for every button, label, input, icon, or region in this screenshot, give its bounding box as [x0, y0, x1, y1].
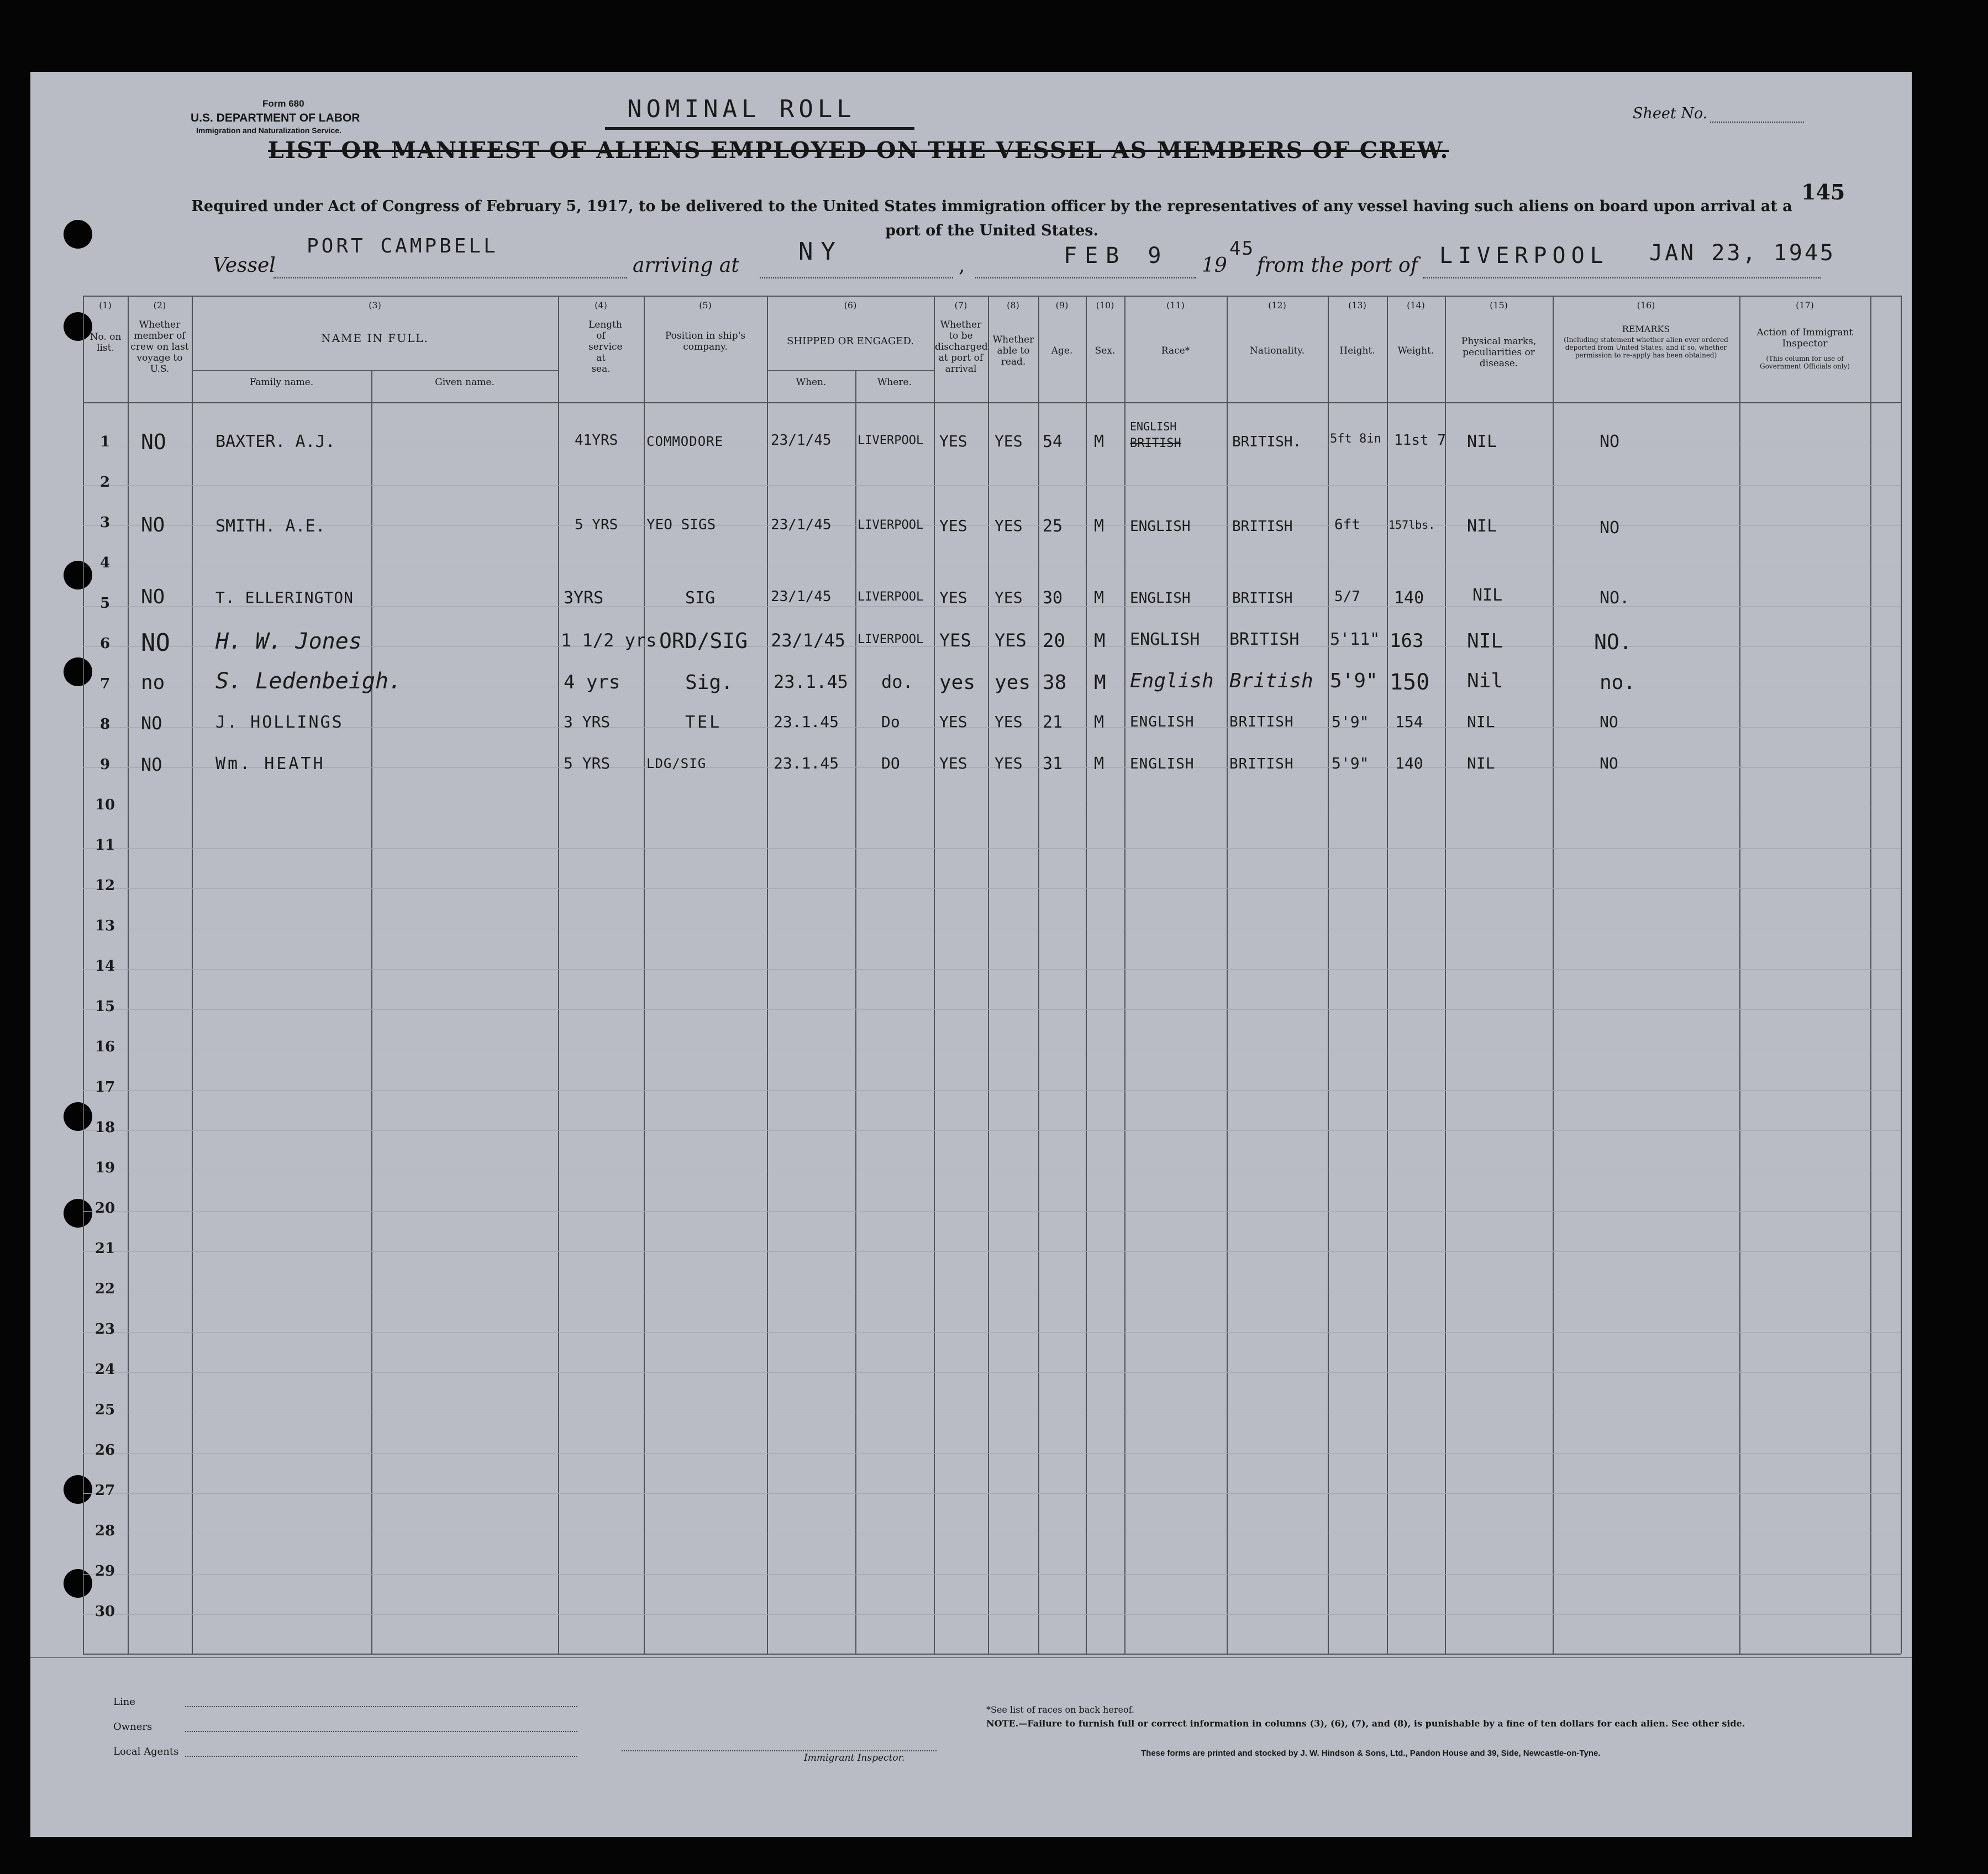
- row-rule: [83, 485, 1901, 486]
- col-divider: [83, 296, 84, 1654]
- row-number: 10: [94, 797, 115, 813]
- entry-remarks: no.: [1600, 671, 1636, 694]
- vessel-label: Vessel: [213, 254, 276, 277]
- col-header-nationality: Nationality.: [1249, 345, 1305, 356]
- col-divider: [128, 296, 129, 1654]
- entry-service: 1 1/2 yrs: [561, 630, 657, 651]
- col-divider: [855, 370, 856, 1654]
- entry-read: yes: [995, 671, 1031, 694]
- entry-sex: M: [1094, 432, 1105, 451]
- comma: ,: [959, 254, 965, 277]
- row-number: 6: [99, 635, 111, 652]
- colnum-16: (16): [1637, 300, 1655, 310]
- manifest-sheet: [30, 72, 1912, 1837]
- row-rule: [83, 1251, 1901, 1252]
- entry-when: 23/1/45: [771, 630, 845, 651]
- arriving-line: [760, 277, 953, 278]
- entry-family-name: BAXTER. A.J.: [215, 432, 335, 451]
- row-number: 30: [94, 1603, 115, 1620]
- row-number: 8: [99, 716, 111, 733]
- owners-label: Owners: [113, 1721, 152, 1733]
- entry-remarks: NO.: [1600, 588, 1630, 608]
- printer-note: These forms are printed and stocked by J. W. Hindson & Sons, Ltd., Pandon House and 39, Side, Newcastle-on-Tyne.: [1141, 1749, 1601, 1758]
- entry-when: 23/1/45: [771, 432, 832, 449]
- penalty-note: NOTE.—Failure to furnish full or correct information in columns (3), (6), (7), and (8), is punishable by a fine of ten dollars for each alien. See other side.: [986, 1718, 1745, 1729]
- entry-sex: M: [1094, 517, 1105, 536]
- entry-family-name: T. ELLERINGTON: [215, 588, 354, 607]
- col-divider: [767, 296, 768, 1654]
- row-number: 12: [94, 877, 115, 894]
- table-top-border: [83, 296, 1901, 297]
- row-number: 3: [99, 514, 111, 531]
- entry-race: ENGLISH: [1130, 518, 1191, 535]
- entry-sex: M: [1094, 630, 1106, 652]
- service-name: Immigration and Naturalization Service.: [196, 126, 341, 135]
- entry-when: 23.1.45: [774, 713, 839, 731]
- entry-marks: NIL: [1467, 754, 1495, 772]
- entry-discharge: yes: [939, 671, 976, 694]
- colnum-14: (14): [1407, 300, 1425, 310]
- row-rule: [83, 1130, 1901, 1131]
- entry-read: YES: [995, 517, 1023, 535]
- entry-discharge: YES: [939, 713, 967, 731]
- entry-nationality: BRITISH: [1232, 590, 1293, 607]
- col-divider: [192, 296, 193, 1654]
- col-header-race: Race*: [1161, 345, 1190, 356]
- entry-discharge: YES: [939, 517, 967, 535]
- row-number: 2: [99, 474, 111, 491]
- colnum-9: (9): [1055, 300, 1069, 310]
- row-number: 22: [94, 1281, 115, 1297]
- row-number: 13: [94, 918, 115, 934]
- row-rule: [83, 1372, 1901, 1373]
- row-rule: [83, 525, 1901, 526]
- entry-read: YES: [995, 754, 1023, 772]
- col-header-inspector-note: (This column for use of Government Officials only): [1760, 355, 1850, 370]
- entry-family-name: J. HOLLINGS: [215, 713, 344, 732]
- entry-position: YEO SIGS: [646, 517, 716, 533]
- entry-read: YES: [995, 588, 1023, 607]
- entry-service: 3YRS: [564, 588, 604, 608]
- entry-age: 30: [1043, 588, 1063, 608]
- col-divider: [371, 370, 372, 1654]
- entry-weight: 150: [1390, 670, 1430, 695]
- entry-race-struck: BRITISH: [1130, 436, 1181, 450]
- entry-nationality: BRITISH.: [1232, 434, 1302, 450]
- col-divider: [1739, 296, 1740, 1654]
- colnum-5: (5): [699, 300, 712, 310]
- inspector-label: Immigrant Inspector.: [804, 1752, 905, 1764]
- row-number: 4: [99, 555, 111, 571]
- colnum-17: (17): [1796, 300, 1814, 310]
- entry-service: 41YRS: [575, 432, 618, 449]
- entry-nationality: BRITISH: [1229, 756, 1294, 772]
- col-header-height: Height.: [1339, 345, 1375, 356]
- entry-marks: NIL: [1467, 630, 1503, 652]
- entry-discharge: YES: [939, 630, 971, 651]
- entry-nationality: British: [1229, 670, 1313, 692]
- col-divider: [558, 296, 559, 1654]
- col-divider: [1901, 296, 1902, 1654]
- col-header-inspector: Action of Immigrant Inspector: [1756, 327, 1853, 349]
- entry-where: Do: [881, 713, 900, 731]
- entry-position: ORD/SIG: [659, 629, 748, 653]
- sheet-number-line: [1710, 122, 1804, 123]
- entry-height: 5'9": [1330, 670, 1378, 692]
- colnum-12: (12): [1268, 300, 1286, 310]
- col-header-service: Length of service at sea.: [588, 319, 623, 375]
- entry-when: 23/1/45: [771, 588, 832, 605]
- date-line: [975, 277, 1196, 278]
- row-rule: [83, 1090, 1901, 1091]
- entry-service: 4 yrs: [564, 671, 620, 693]
- row-number: 5: [99, 595, 111, 612]
- row-number: 28: [94, 1523, 115, 1539]
- entry-family-name: Wm. HEATH: [215, 754, 325, 773]
- row-number: 9: [99, 756, 111, 773]
- entry-weight: 140: [1394, 588, 1424, 608]
- entry-weight: 157lbs.: [1389, 518, 1435, 531]
- entry-marks: Nil: [1467, 670, 1503, 692]
- entry-race: ENGLISH: [1130, 420, 1177, 433]
- shipped-subheader-rule: [767, 370, 934, 371]
- col-header-age: Age.: [1051, 345, 1073, 356]
- entry-where: LIVERPOOL: [858, 518, 924, 532]
- entry-prev: NO: [141, 713, 162, 734]
- col-header-remarks-note: (Including statement whether alien ever ordered deported from United States, and if so, whether permission to re-apply has been obtained): [1564, 336, 1728, 359]
- arrival-date: FEB 9: [1064, 243, 1169, 269]
- entry-when: 23.1.45: [774, 754, 839, 772]
- col-divider: [934, 296, 935, 1654]
- vessel-line: [274, 277, 627, 278]
- col-divider: [1038, 296, 1039, 1654]
- col-divider: [1387, 296, 1388, 1654]
- entry-weight: 11st 7: [1394, 432, 1446, 449]
- agents-label: Local Agents: [113, 1746, 179, 1757]
- row-rule: [83, 1453, 1901, 1454]
- line-field: [185, 1706, 577, 1707]
- col-header-shipped: SHIPPED OR ENGAGED.: [787, 335, 914, 347]
- requirement-text: Required under Act of Congress of February 5, 1917, to be delivered to the United States immigration officer by the representatives of any vessel having such aliens on board upon arrival at a port of the United States.: [191, 198, 1792, 239]
- colnum-4: (4): [595, 300, 607, 310]
- entry-discharge: YES: [939, 754, 967, 772]
- entry-height: 5/7: [1334, 588, 1360, 605]
- row-number: 25: [94, 1402, 115, 1418]
- entry-nationality: BRITISH: [1229, 630, 1300, 649]
- department-name: U.S. DEPARTMENT OF LABOR: [191, 112, 360, 124]
- port-line: [1423, 277, 1821, 278]
- col-divider: [1445, 296, 1446, 1654]
- entry-where: LIVERPOOL: [858, 434, 924, 448]
- colnum-11: (11): [1166, 300, 1185, 310]
- row-number: 7: [99, 676, 111, 692]
- row-number: 14: [94, 958, 115, 975]
- entry-where: LIVERPOOL: [858, 590, 924, 604]
- header-bottom-border: [83, 402, 1901, 403]
- row-number: 15: [94, 998, 115, 1015]
- sheet-label: Sheet No.: [1633, 105, 1708, 122]
- col-header-given: Given name.: [435, 377, 495, 388]
- entry-marks: NIL: [1467, 713, 1495, 731]
- departure-port: LIVERPOOL: [1439, 243, 1609, 269]
- entry-read: YES: [995, 630, 1027, 651]
- handwritten-title: NOMINAL ROLL: [627, 95, 856, 123]
- colnum-1: (1): [99, 300, 112, 310]
- col-divider: [1124, 296, 1126, 1654]
- title-underline: [605, 127, 914, 130]
- colnum-6: (6): [844, 300, 857, 310]
- entry-remarks: NO: [1600, 754, 1618, 772]
- entry-sex: M: [1094, 713, 1105, 732]
- entry-sex: M: [1094, 588, 1105, 608]
- row-number: 20: [94, 1200, 115, 1217]
- entry-age: 38: [1043, 671, 1067, 694]
- col-header-no: No. on list.: [90, 331, 122, 354]
- colnum-10: (10): [1096, 300, 1114, 310]
- entry-nationality: BRITISH: [1229, 714, 1294, 730]
- entry-race: ENGLISH: [1130, 714, 1195, 730]
- year-label: 19: [1202, 254, 1227, 277]
- row-rule: [83, 1332, 1901, 1333]
- row-number: 24: [94, 1361, 115, 1378]
- entry-where: DO: [881, 754, 900, 772]
- entry-service: 5 YRS: [575, 517, 618, 533]
- row-number: 19: [94, 1160, 115, 1176]
- departure-date: JAN 23, 1945: [1649, 240, 1836, 266]
- entry-prev: NO: [141, 514, 165, 536]
- entry-position: Sig.: [685, 671, 733, 694]
- entry-race: ENGLISH: [1130, 630, 1200, 649]
- entry-remarks: NO: [1600, 432, 1620, 451]
- col-divider: [644, 296, 645, 1654]
- row-rule: [83, 1493, 1901, 1494]
- entry-service: 3 YRS: [564, 713, 611, 731]
- row-rule: [83, 969, 1901, 970]
- entry-marks: NIL: [1472, 586, 1503, 605]
- entry-position: COMMODORE: [646, 434, 724, 449]
- entry-read: YES: [995, 713, 1023, 731]
- col-header-sex: Sex.: [1095, 345, 1116, 356]
- row-number: 27: [94, 1482, 115, 1499]
- entry-when: 23.1.45: [774, 671, 848, 692]
- col-header-previous: Whether member of crew on last voyage to U.S.: [130, 319, 189, 375]
- entry-read: YES: [995, 432, 1023, 450]
- colnum-2: (2): [153, 300, 166, 310]
- row-rule: [83, 888, 1901, 889]
- arriving-port: NY: [798, 238, 843, 266]
- entry-where: LIVERPOOL: [858, 633, 924, 646]
- entry-weight: 163: [1390, 630, 1424, 652]
- entry-age: 31: [1043, 754, 1063, 773]
- row-number: 26: [94, 1442, 115, 1459]
- col-header-position: Position in ship's company.: [665, 330, 746, 352]
- col-header-remarks: REMARKS: [1622, 324, 1670, 334]
- col-divider: [1870, 296, 1871, 1654]
- vessel-name: PORT CAMPBELL: [307, 235, 498, 257]
- entry-when: 23/1/45: [771, 517, 832, 533]
- entry-age: 20: [1043, 630, 1065, 652]
- entry-height: 5ft 8in: [1330, 432, 1381, 446]
- printed-title: LIST OR MANIFEST OF ALIENS EMPLOYED ON THE VESSEL AS MEMBERS OF CREW.: [268, 137, 1449, 164]
- entry-family-name: H. W. Jones: [215, 629, 362, 654]
- entry-remarks: NO: [1600, 713, 1618, 731]
- col-divider: [988, 296, 989, 1654]
- entry-race: ENGLISH: [1130, 756, 1195, 772]
- name-subheader-rule: [192, 370, 558, 371]
- col-divider: [1227, 296, 1228, 1654]
- row-rule: [83, 1574, 1901, 1575]
- colnum-3: (3): [369, 300, 381, 310]
- col-header-family: Family name.: [249, 377, 314, 388]
- row-number: 16: [94, 1039, 115, 1055]
- col-header-discharge: Whether to be discharged at port of arrival: [935, 319, 988, 375]
- entry-service: 5 YRS: [564, 754, 611, 772]
- entry-age: 25: [1043, 517, 1063, 536]
- col-header-where: Where.: [877, 377, 912, 388]
- row-number: 29: [94, 1563, 115, 1580]
- entry-prev: NO: [141, 586, 165, 608]
- entry-height: 5'9": [1332, 754, 1369, 772]
- entry-height: 5'9": [1332, 713, 1369, 731]
- entry-family-name: S. Ledenbeigh.: [215, 668, 402, 694]
- entry-prev: no: [141, 671, 165, 694]
- row-number: 17: [94, 1079, 115, 1096]
- entry-discharge: YES: [939, 432, 967, 450]
- col-header-name: NAME IN FULL.: [321, 331, 429, 345]
- entry-discharge: YES: [939, 588, 967, 607]
- row-rule: [83, 727, 1901, 728]
- entry-where: do.: [881, 671, 913, 692]
- entry-race: English: [1130, 670, 1214, 692]
- row-number: 21: [94, 1240, 115, 1257]
- owners-field: [185, 1731, 577, 1732]
- entry-position: LDG/SIG: [646, 756, 707, 771]
- col-header-read: Whether able to read.: [992, 334, 1034, 367]
- punch-hole: [64, 220, 92, 249]
- entry-remarks: NO.: [1594, 630, 1632, 654]
- agents-field: [185, 1756, 577, 1757]
- entry-sex: M: [1094, 754, 1105, 773]
- col-divider: [1328, 296, 1329, 1654]
- row-number: 18: [94, 1119, 115, 1136]
- inspector-signature-line: [622, 1750, 937, 1751]
- entry-age: 21: [1043, 713, 1063, 732]
- entry-height: 5'11": [1330, 630, 1380, 649]
- entry-prev: NO: [141, 629, 170, 657]
- entry-weight: 154: [1395, 713, 1423, 731]
- port-label: from the port of: [1257, 254, 1418, 277]
- arrival-year: 45: [1229, 238, 1254, 260]
- colnum-8: (8): [1007, 300, 1019, 310]
- entry-position: SIG: [685, 588, 716, 608]
- row-number: 23: [94, 1321, 115, 1338]
- entry-height: 6ft: [1334, 517, 1360, 533]
- entry-age: 54: [1043, 432, 1063, 451]
- col-divider: [1086, 296, 1087, 1654]
- colnum-7: (7): [954, 300, 967, 310]
- entry-position: TEL: [685, 713, 722, 732]
- entry-prev: NO: [141, 430, 166, 454]
- col-header-marks: Physical marks, peculiarities or disease.: [1461, 336, 1537, 369]
- race-note: *See list of races on back hereof.: [986, 1704, 1135, 1715]
- col-divider: [1553, 296, 1554, 1654]
- line-label: Line: [113, 1696, 135, 1708]
- row-number: 11: [94, 837, 115, 854]
- row-rule: [83, 1211, 1901, 1212]
- entry-sex: M: [1094, 671, 1106, 694]
- entry-nationality: BRITISH: [1232, 518, 1293, 535]
- entry-prev: NO: [141, 754, 162, 775]
- colnum-15: (15): [1490, 300, 1508, 310]
- form-number: Form 680: [262, 98, 304, 109]
- entry-race: ENGLISH: [1130, 590, 1191, 607]
- entry-family-name: SMITH. A.E.: [215, 517, 325, 536]
- row-rule: [83, 767, 1901, 768]
- row-rule: [83, 1614, 1901, 1615]
- table-bottom-border: [83, 1654, 1901, 1655]
- arriving-label: arriving at: [633, 254, 739, 277]
- entry-marks: NIL: [1467, 432, 1497, 451]
- col-header-when: When.: [796, 377, 827, 388]
- row-number: 1: [99, 434, 111, 450]
- row-rule: [83, 1009, 1901, 1010]
- colnum-13: (13): [1348, 300, 1366, 310]
- table-footer-line: [30, 1657, 1912, 1658]
- row-rule: [83, 848, 1901, 849]
- entry-weight: 140: [1395, 754, 1423, 772]
- col-header-weight: Weight.: [1397, 345, 1434, 356]
- entry-remarks: NO: [1600, 518, 1620, 538]
- entry-marks: NIL: [1467, 517, 1497, 536]
- page-number: 145: [1801, 180, 1845, 204]
